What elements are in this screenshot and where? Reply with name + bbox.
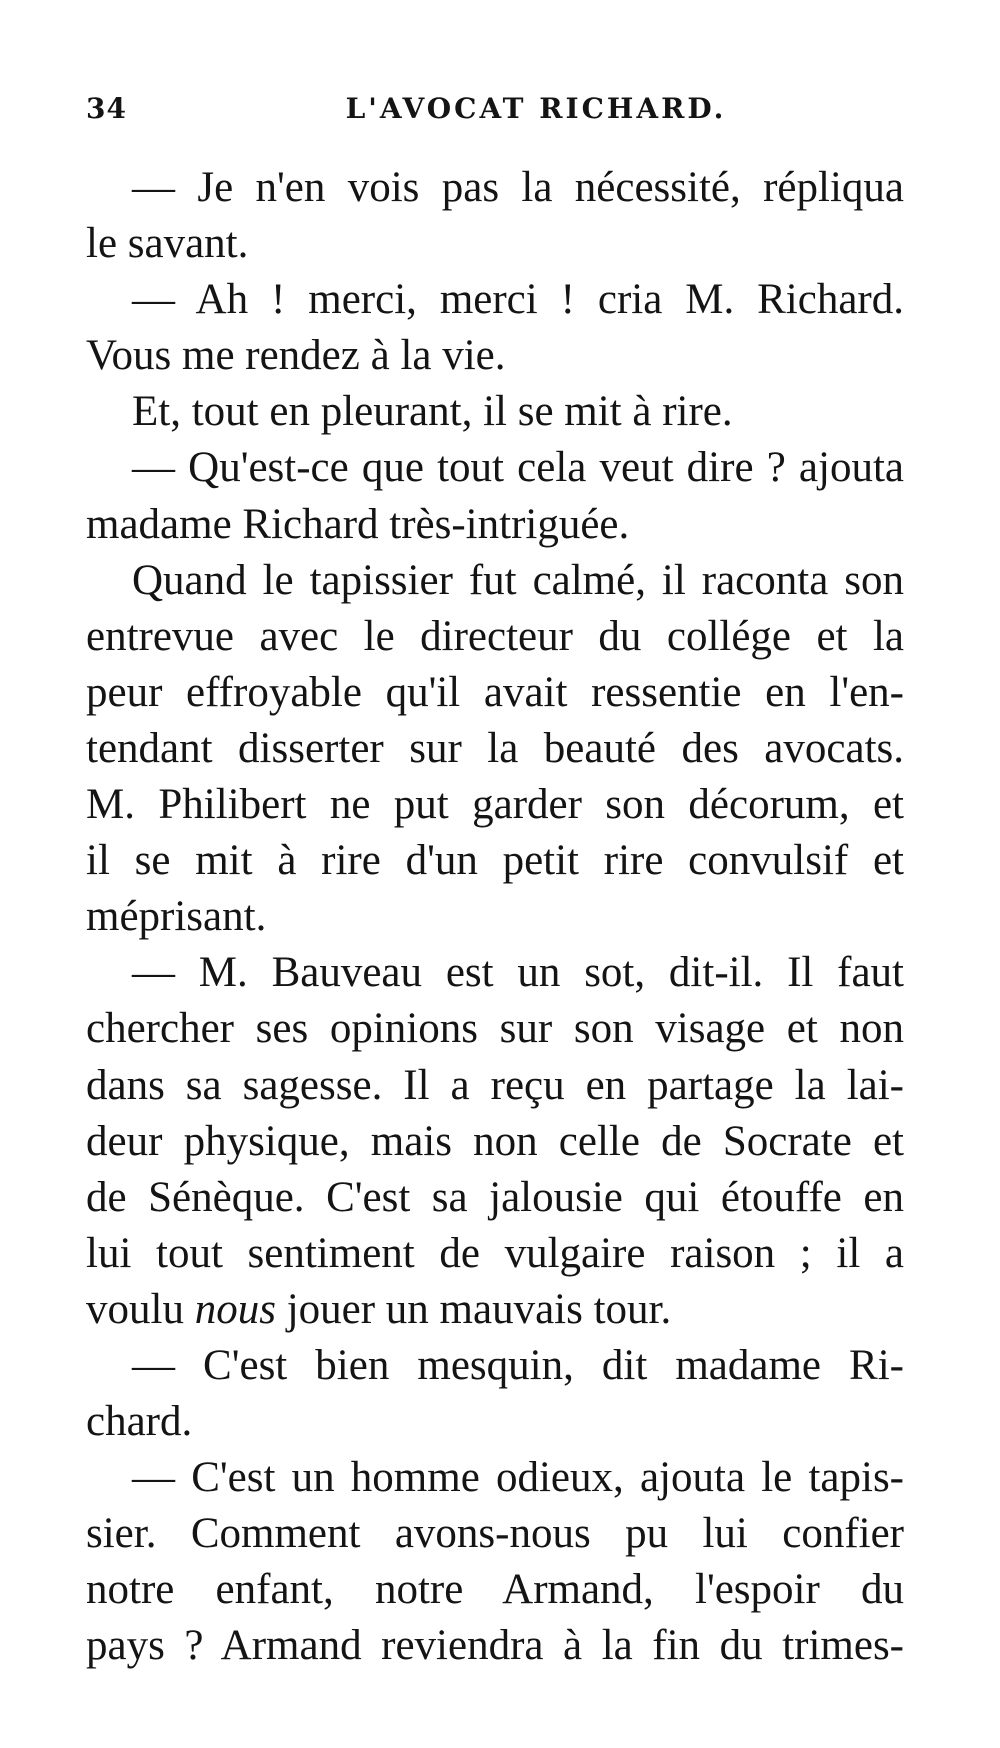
text-line: — Je n'en vois pas la nécessité, répliqua	[132, 164, 904, 211]
text-line: M. Philibert ne put garder son décorum, et	[86, 781, 904, 829]
text-line: peur effroyable qu'il avait ressentie en l'en-	[86, 668, 904, 716]
body-text	[86, 160, 904, 1675]
text-line: — C'est bien mesquin, dit madame Ri-	[132, 1341, 904, 1389]
text-line: de Sénèque. C'est sa jalousie qui étouffe en	[86, 1173, 904, 1221]
text-line: deur physique, mais non celle de Socrate et	[86, 1117, 904, 1165]
text-line: — Ah ! merci, merci ! cria M. Richard.	[132, 276, 904, 324]
text-line: — C'est un homme odieux, ajouta le tapis-	[132, 1454, 904, 1502]
text-line: dans sa sagesse. Il a reçu en partage la lai-	[86, 1061, 904, 1109]
text-line: Quand le tapissier fut calmé, il raconta son	[132, 556, 904, 604]
text-line: Et, tout en pleurant, il se mit à rire.	[132, 388, 733, 436]
text-line: — Qu'est-ce que tout cela veut dire ? ajouta	[132, 444, 904, 492]
text-line: sier. Comment avons-nous pu lui confier	[86, 1510, 904, 1558]
text-line: notre enfant, notre Armand, l'espoir du	[86, 1566, 904, 1614]
text-line: — M. Bauveau est un sot, dit-il. Il faut	[132, 949, 904, 997]
text-line: lui tout sentiment de vulgaire raison ; il a	[86, 1229, 904, 1277]
text-line: madame Richard très-intriguée.	[86, 500, 630, 548]
page-number: 34	[86, 92, 127, 125]
text-line: pays ? Armand reviendra à la fin du trimes-	[86, 1622, 904, 1670]
running-title: L'AVOCAT RICHARD.	[345, 92, 727, 125]
italic-word: nous	[194, 1285, 276, 1333]
text-line: tendant disserter sur la beauté des avocats.	[86, 724, 904, 772]
text-line: Vous me rendez à la vie.	[86, 332, 506, 380]
text-line: chard.	[86, 1398, 193, 1446]
text-line: chercher ses opinions sur son visage et non	[86, 1005, 904, 1053]
page-header	[86, 92, 916, 132]
text-line: le savant.	[86, 220, 249, 268]
text-line: entrevue avec le directeur du collége et la	[86, 612, 904, 660]
text-line: il se mit à rire d'un petit rire convulsif et	[86, 837, 904, 885]
text-line: méprisant.	[86, 893, 267, 941]
text-line-with-italic: voulu nous jouer un mauvais tour.	[86, 1285, 672, 1333]
